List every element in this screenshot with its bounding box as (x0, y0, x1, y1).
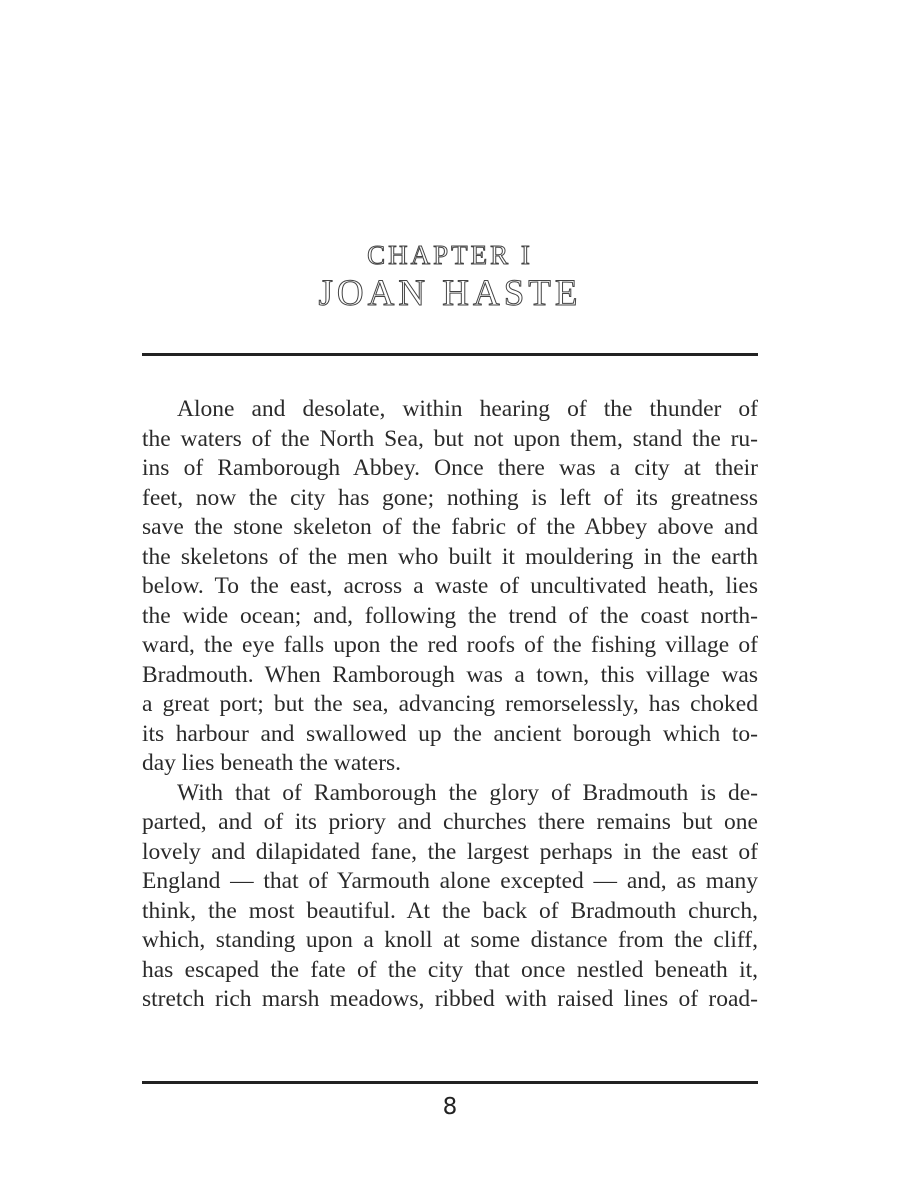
text-line: its harbour and swallowed up the ancient borough which to- (142, 720, 758, 747)
text-line: England — that of Yarmouth alone excepted — and, as many (142, 868, 758, 894)
chapter-number: CHAPTER I (367, 240, 533, 270)
text-line: ward, the eye falls upon the red roofs of the fishing village of (142, 632, 758, 658)
text-line: save the stone skeleton of the fabric of the Abbey above and (142, 514, 758, 540)
chapter-title: JOAN HASTE (318, 273, 582, 314)
text-line: Bradmouth. When Ramborough was a town, this village was (142, 661, 758, 688)
body-text (142, 395, 758, 1015)
text-line: day lies beneath the waters. (142, 750, 402, 776)
text-line: Alone and desolate, within hearing of the thunder of (177, 396, 758, 422)
text-line: lovely and dilapidated fane, the largest perhaps in the east of (142, 838, 758, 865)
text-line: ins of Ramborough Abbey. Once there was a city at their (142, 455, 758, 481)
text-line: think, the most beautiful. At the back of Bradmouth church, (142, 897, 758, 924)
text-line: a great port; but the sea, advancing remorselessly, has choked (142, 691, 758, 717)
text-line: stretch rich marsh meadows, ribbed with raised lines of road- (142, 986, 758, 1012)
top-rule (142, 353, 758, 356)
text-line: has escaped the fate of the city that once nestled beneath it, (142, 956, 758, 983)
text-line: parted, and of its priory and churches there remains but one (142, 809, 758, 835)
text-line: the waters of the North Sea, but not upon them, stand the ru- (142, 425, 758, 452)
text-line: which, standing upon a knoll at some distance from the cliff, (142, 927, 758, 953)
text-line: With that of Ramborough the glory of Bradmouth is de- (177, 779, 758, 806)
bottom-rule (142, 1081, 758, 1084)
text-line: the skeletons of the men who built it mouldering in the earth (142, 543, 758, 570)
text-line: feet, now the city has gone; nothing is left of its greatness (142, 484, 758, 511)
text-line: the wide ocean; and, following the trend of the coast north- (142, 602, 758, 629)
page-number: 8 (442, 1094, 458, 1120)
text-line: below. To the east, across a waste of uncultivated heath, lies (142, 573, 758, 599)
